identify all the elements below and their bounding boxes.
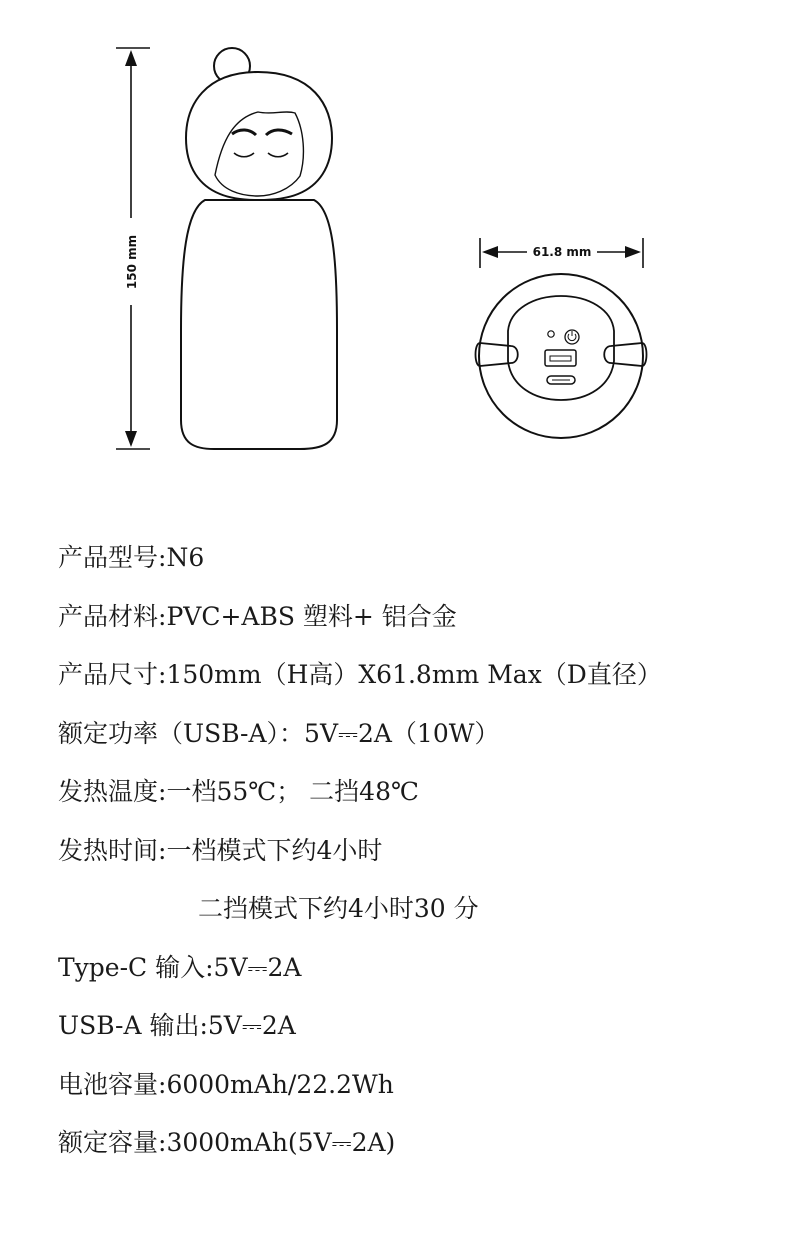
diameter-label: 61.8 mm	[532, 245, 592, 259]
spec-label: 产品尺寸:	[58, 660, 167, 689]
spec-label: USB-A 输出:	[58, 1011, 208, 1040]
spec-row-temperature	[58, 766, 778, 825]
spec-label: 额定功率（USB-A）：	[58, 718, 305, 748]
spec-row-battery-capacity	[58, 1059, 778, 1118]
spec-label: 发热温度:	[58, 777, 167, 806]
spec-label: 电池容量:	[58, 1069, 167, 1099]
height-label: 150 mm	[125, 234, 139, 290]
spec-row-heating-time	[58, 825, 778, 884]
doll-front-view	[181, 48, 337, 449]
spec-value: 二挡模式下约4小时30 分	[198, 894, 479, 923]
spec-row-usb-a-output	[58, 1000, 778, 1059]
product-drawing	[0, 0, 790, 500]
spec-value: 5V⎓2A（10W）	[304, 718, 500, 748]
spec-row-power	[58, 708, 778, 767]
spec-label: 额定容量:	[58, 1128, 167, 1157]
spec-value: 一档模式下约4小时	[166, 835, 383, 865]
spec-value: 3000mAh(5V⎓2A)	[166, 1128, 396, 1157]
spec-label: 产品材料:	[58, 601, 167, 631]
spec-value: 150mm（H高）X61.8mm Max（D直径）	[166, 660, 662, 689]
spec-row-heating-time-2	[58, 883, 778, 942]
spec-value: PVC+ABS 塑料+ 铝合金	[166, 601, 457, 631]
spec-row-material	[58, 591, 778, 650]
spec-value: 一档55℃； 二挡48℃	[166, 777, 419, 806]
spec-row-rated-capacity	[58, 1117, 778, 1176]
spec-value: 5V⎓2A	[213, 952, 302, 982]
doll-bottom-view	[476, 274, 647, 438]
spec-row-type-c-input	[58, 942, 778, 1001]
spec-value: 6000mAh/22.2Wh	[166, 1069, 394, 1099]
spec-value: 5V⎓2A	[207, 1011, 296, 1040]
spec-row-model	[58, 532, 778, 591]
spec-label: Type-C 输入:	[58, 952, 214, 982]
spec-value: N6	[166, 543, 205, 572]
spec-list	[58, 532, 778, 1176]
spec-label: 产品型号:	[58, 543, 167, 572]
spec-row-size	[58, 649, 778, 708]
spec-label: 发热时间:	[58, 835, 167, 865]
